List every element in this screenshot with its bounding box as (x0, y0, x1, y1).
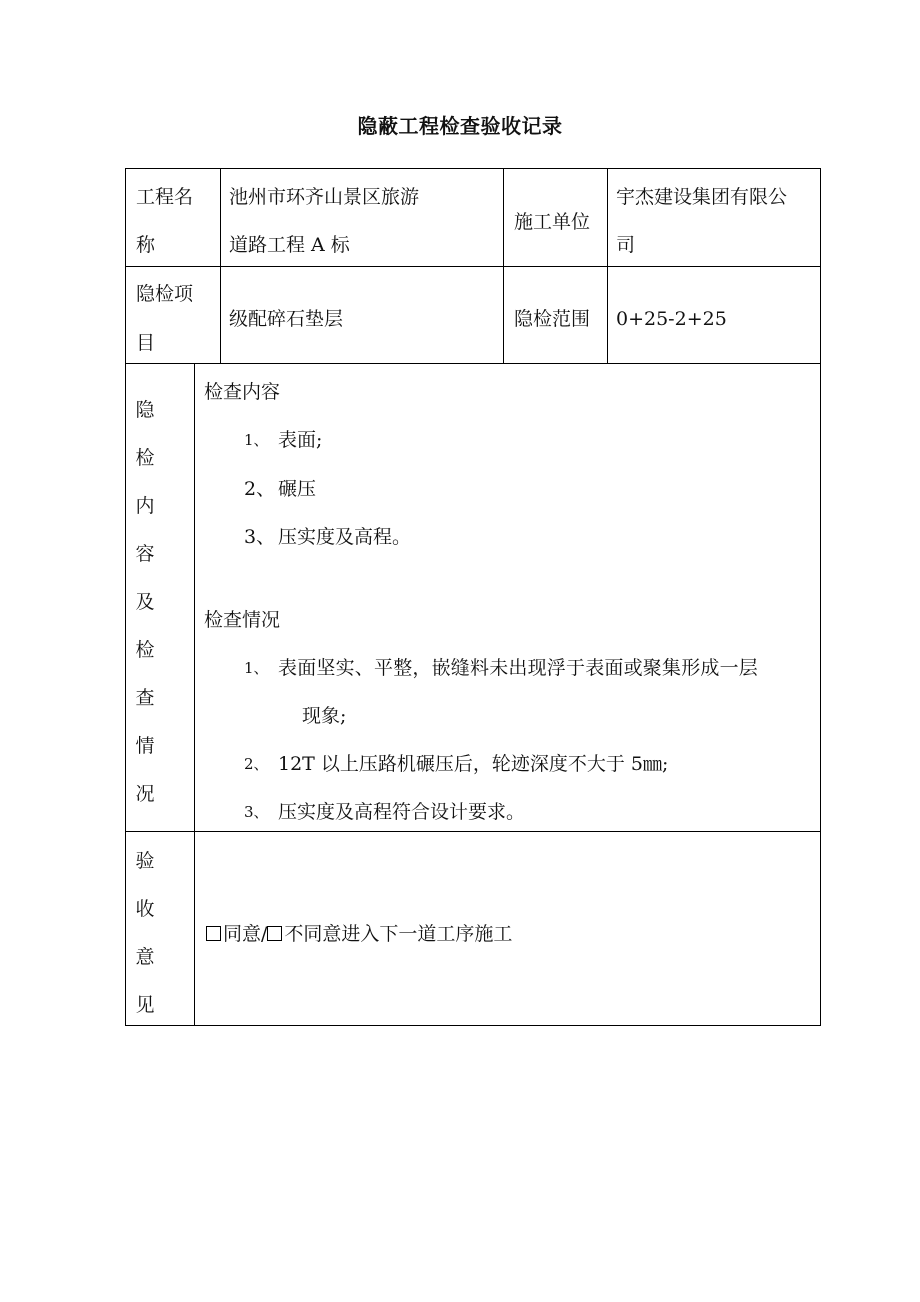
result-item-num: 2、 (244, 755, 269, 773)
check-item-num: 2、 (244, 478, 276, 500)
check-item-text: 压实度及高程。 (278, 526, 412, 548)
disagree-checkbox[interactable] (267, 926, 282, 941)
column-divider (220, 169, 221, 363)
project-name-value: 池州市环齐山景区旅游 (229, 186, 420, 208)
check-item-num: 1、 (244, 431, 269, 449)
construction-unit-value-cont: 司 (616, 234, 636, 256)
page-title: 隐蔽工程检查验收记录 (357, 114, 563, 138)
row-divider (126, 266, 821, 267)
inspection-item-label-cont: 目 (136, 332, 156, 354)
acceptance-options (206, 922, 512, 946)
row-divider (126, 363, 821, 364)
result-item-text: 表面坚实、平整，嵌缝料未出现浮于表面或聚集形成一层 (278, 657, 759, 679)
column-divider (607, 169, 608, 363)
check-item-text: 表面; (278, 429, 323, 451)
construction-unit-value: 宇杰建设集团有限公 (616, 186, 788, 208)
content-side-label: 隐 检 内 容 及 检 查 情 况 (135, 399, 155, 805)
check-content-title: 检查内容 (204, 381, 281, 403)
row-divider (126, 831, 821, 832)
agree-label: 同意/ (223, 923, 268, 945)
column-divider (503, 169, 504, 363)
project-name-value-cont: 道路工程 A 标 (229, 234, 350, 256)
check-result-title: 检查情况 (204, 609, 281, 631)
column-divider (194, 363, 195, 1025)
result-item-num: 1、 (244, 659, 269, 677)
result-item-text-cont: 现象; (302, 705, 347, 727)
check-item-num: 3、 (244, 526, 276, 548)
inspection-range-value: 0+25-2+25 (616, 308, 727, 330)
inspection-item-label: 隐检项 (136, 283, 194, 305)
check-item-text: 碾压 (278, 478, 317, 500)
inspection-range-label: 隐检范围 (514, 308, 591, 330)
construction-unit-label: 施工单位 (514, 211, 591, 233)
result-item-text: 压实度及高程符合设计要求。 (278, 801, 526, 823)
result-item-text: 12T 以上压路机碾压后，轮迹深度不大于 5㎜; (278, 753, 669, 775)
inspection-item-value: 级配碎石垫层 (229, 308, 344, 330)
result-item-num: 3、 (244, 803, 269, 821)
project-name-label-cont: 称 (136, 234, 156, 256)
acceptance-side-label: 验 收 意 见 (135, 850, 155, 1016)
inspection-record-table (125, 168, 821, 1026)
agree-checkbox[interactable] (206, 926, 221, 941)
project-name-label: 工程名 (136, 186, 194, 208)
disagree-label: 不同意进入下一道工序施工 (284, 923, 513, 945)
